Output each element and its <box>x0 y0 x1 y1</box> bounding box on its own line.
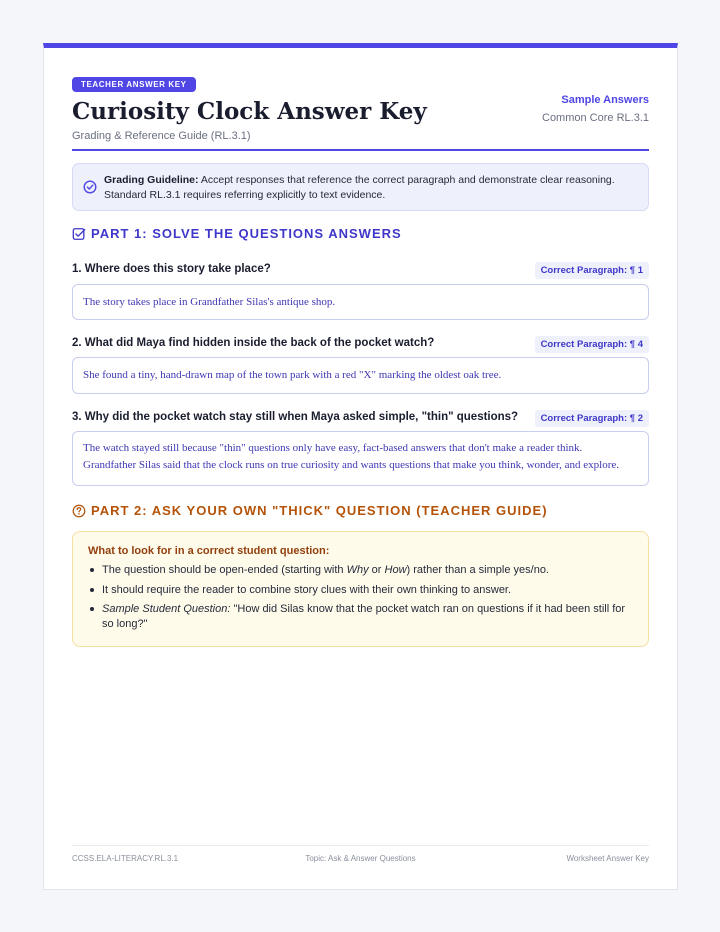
paragraph-badge-2: Correct Paragraph: ¶ 4 <box>535 336 649 353</box>
page-title: Curiosity Clock Answer Key <box>72 98 427 125</box>
standard-label: Common Core RL.3.1 <box>542 112 649 124</box>
criteria-text: It should require the reader to combine story clues with their own thinking to answer. <box>102 583 512 596</box>
criteria-text: ) rather than a simple yes/no. <box>406 564 549 576</box>
part1-heading <box>72 226 402 241</box>
criteria-text: The question should be open-ended (starting with <box>102 564 347 576</box>
footer-divider <box>72 845 649 846</box>
header-divider <box>72 149 649 151</box>
question-circle-icon <box>72 504 86 518</box>
guideline-text <box>104 173 636 202</box>
footer-standard: CCSS.ELA-LITERACY.RL.3.1 <box>72 854 179 863</box>
page-subtitle: Grading & Reference Guide (RL.3.1) <box>72 130 251 142</box>
criteria-item-combine-clues <box>88 583 630 598</box>
question-2: 2. What did Maya find hidden inside the back of the pocket watch? <box>72 337 435 349</box>
criteria-item-open-ended <box>88 563 630 578</box>
teacher-guide-title: What to look for in a correct student question: <box>88 545 330 557</box>
sample-question-text: "How did Silas know that the pocket watch ran on questions if it had been still for so long?" <box>102 603 626 630</box>
page-content <box>72 48 649 889</box>
footer-label: Worksheet Answer Key <box>566 854 649 863</box>
criteria-text: or <box>368 564 385 576</box>
check-square-icon <box>72 227 86 241</box>
check-circle-icon <box>83 180 97 194</box>
question-3: 3. Why did the pocket watch stay still when Maya asked simple, "thin" questions? <box>72 411 519 423</box>
answer-box-2: She found a tiny, hand-drawn map of the town park with a red "X" marking the oldest oak tree. <box>72 357 649 394</box>
guideline-label: Grading Guideline: <box>104 174 199 186</box>
criteria-item-sample-question <box>88 602 630 631</box>
part1-heading-text: PART 1: SOLVE THE QUESTIONS ANSWERS <box>91 226 402 241</box>
part2-heading-text: PART 2: ASK YOUR OWN "THICK" QUESTION (TEACHER GUIDE) <box>91 503 548 518</box>
sample-answers-label: Sample Answers <box>561 94 649 106</box>
header-meta <box>542 94 649 124</box>
answer-box-3: The watch stayed still because "thin" questions only have easy, fact-based answers that don't make a reader think. Grandfather Silas said that the clock runs on true curiosity and wants questions that make you think, wonder, and explore. <box>72 431 649 486</box>
why-term: Why <box>346 564 369 576</box>
worksheet-page <box>43 43 678 890</box>
sample-question-label: Sample Student Question: <box>102 603 231 615</box>
guideline-body: Accept responses that reference the correct paragraph and demonstrate clear reasoning. Standard RL.3.1 requires referring explicitly to text evidence. <box>104 174 615 201</box>
answer-key-badge: TEACHER ANSWER KEY <box>72 77 196 92</box>
grading-guideline-box <box>72 163 649 211</box>
answer-box-1: The story takes place in Grandfather Silas's antique shop. <box>72 284 649 320</box>
criteria-list <box>88 563 630 636</box>
part2-heading <box>72 503 548 518</box>
question-1: 1. Where does this story take place? <box>72 263 271 275</box>
footer-topic: Topic: Ask & Answer Questions <box>305 854 416 863</box>
teacher-guide-box <box>72 531 649 647</box>
paragraph-badge-3: Correct Paragraph: ¶ 2 <box>535 410 649 427</box>
how-term: How <box>384 564 407 576</box>
paragraph-badge-1: Correct Paragraph: ¶ 1 <box>535 262 649 279</box>
